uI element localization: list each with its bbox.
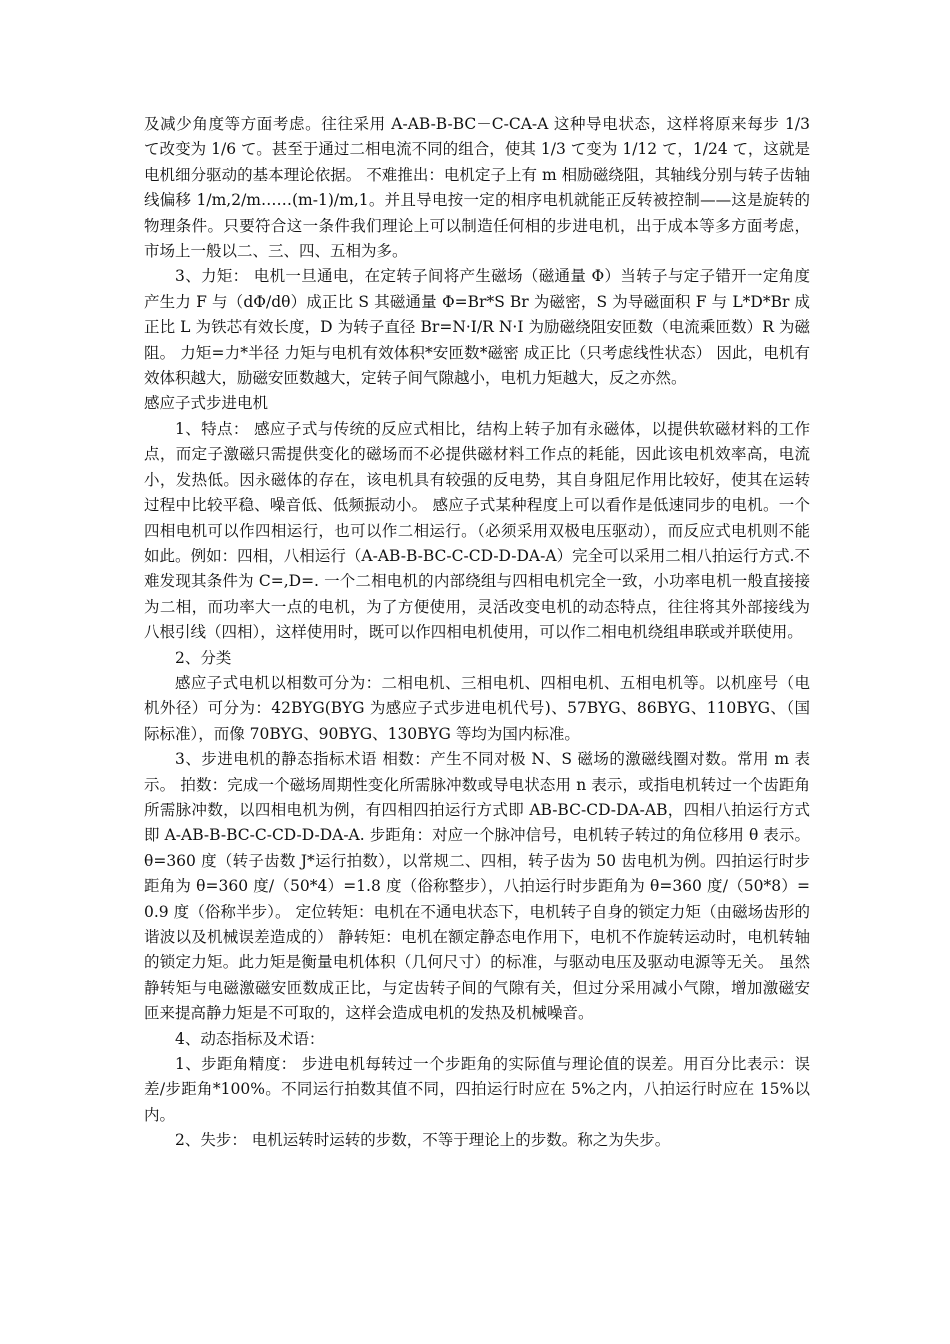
- paragraph-classification-heading: 2、分类: [175, 648, 232, 667]
- section-heading-hybrid-stepper: 感应子式步进电机: [144, 394, 269, 413]
- paragraph-static-indicators: 3、步进电机的静态指标术语 相数：产生不同对极 N、S 磁场的激磁线圈对数。常用 m 表示。 拍数：完成一个磁场周期性变化所需脉冲数或导电状态用 n 表示，或指电机转过一个齿距角所需脉冲数，以四相电机为例，有四相四拍运行方式即 AB-BC-CD-DA-AB，四相八拍运行方式即 A-AB-B-BC-C-CD-D-DA-A. 步距角：对应一个脉冲信号，电机转子转过的角位移用 θ 表示。θ=360 度（转子齿数 J*运行拍数），以常规二、四相，转子齿为 50 齿电机为例。四拍运行时步距角为 θ=360 度/（50*4）=1.8 度（俗称整步），八拍运行时步距角为 θ=360 度/（50*8）=0.9 度（俗称半步）。 定位转矩：电机在不通电状态下，电机转子自身的锁定力矩（由磁场齿形的谐波以及机械误差造成的） 静转矩：电机在额定静态电作用下，电机不作旋转运动时，电机转轴的锁定力矩。此力矩是衡量电机体积（几何尺寸）的标准，与驱动电压及驱动电源等无关。 虽然静转矩与电磁激磁安匝数成正比，与定齿转子间的气隙有关，但过分采用减小气隙，增加激磁安匝来提高静力矩是不可取的，这样会造成电机的发热及机械噪音。: [144, 750, 810, 1023]
- body-text: [144, 112, 810, 1154]
- paragraph-step-accuracy: 1、步距角精度： 步进电机每转过一个步距角的实际值与理论值的误差。用百分比表示：误差/步距角*100%。不同运行拍数其值不同，四拍运行时应在 5%之内，八拍运行时应在 15%以内。: [144, 1055, 810, 1124]
- paragraph-classification: 感应子式电机以相数可分为：二相电机、三相电机、四相电机、五相电机等。以机座号（电机外径）可分为：42BYG(BYG 为感应子式步进电机代号)、57BYG、86BYG、110BYG、（国际标准），而像 70BYG、90BYG、130BYG 等均为国内标准。: [144, 673, 810, 743]
- paragraph-torque: 3、力矩： 电机一旦通电，在定转子间将产生磁场（磁通量 Φ）当转子与定子错开一定角度产生力 F 与（dΦ/dθ）成正比 S 其磁通量 Φ=Br*S Br 为磁密，S 为导磁面积 F 与 L*D*Br 成正比 L 为铁芯有效长度，D 为转子直径 Br=N·I/R N·I 为励磁绕阻安匝数（电流乘匝数）R 为磁阻。 力矩=力*半径 力矩与电机有效体积*安匝数*磁密 成正比（只考虑线性状态） 因此，电机有效体积越大，励磁安匝数越大，定转子间气隙越小，电机力矩越大，反之亦然。: [144, 267, 810, 388]
- paragraph-dynamic-heading: 4、动态指标及术语：: [175, 1029, 325, 1048]
- paragraph-step-subdivision: 及减少角度等方面考虑。往往采用 A-AB-B-BC－C-CA-A 这种导电状态，这样将原来每步 1/3 て改变为 1/6 て。甚至于通过二相电流不同的组合，使其 1/3 て变为 1/12 て，1/24 て，这就是电机细分驱动的基本理论依据。 不难推出：电机定子上有 m 相励磁绕阻，其轴线分别与转子齿轴线偏移 1/m,2/m……(m-1)/m,1。并且导电按一定的相序电机就能正反转被控制——这是旋转的物理条件。只要符合这一条件我们理论上可以制造任何相的步进电机，出于成本等多方面考虑，市场上一般以二、三、四、五相为多。: [144, 115, 810, 261]
- paragraph-step-loss: 2、失步： 电机运转时运转的步数，不等于理论上的步数。称之为失步。: [175, 1131, 671, 1150]
- paragraph-features: 1、特点： 感应子式与传统的反应式相比，结构上转子加有永磁体，以提供软磁材料的工作点，而定子激磁只需提供变化的磁场而不必提供磁材料工作点的耗能，因此该电机效率高，电流小，发热低。因永磁体的存在，该电机具有较强的反电势，其自身阻尼作用比较好，使其在运转过程中比较平稳、噪音低、低频振动小。 感应子式某种程度上可以看作是低速同步的电机。一个四相电机可以作四相运行，也可以作二相运行。（必须采用双极电压驱动），而反应式电机则不能如此。例如：四相，八相运行（A-AB-B-BC-C-CD-D-DA-A）完全可以采用二相八拍运行方式.不难发现其条件为 C=,D=. 一个二相电机的内部绕组与四相电机完全一致，小功率电机一般直接接为二相，而功率大一点的电机，为了方便使用，灵活改变电机的动态特点，往往将其外部接线为八根引线（四相），这样使用时，既可以作四相电机使用，可以作二相电机绕组串联或并联使用。: [144, 419, 810, 642]
